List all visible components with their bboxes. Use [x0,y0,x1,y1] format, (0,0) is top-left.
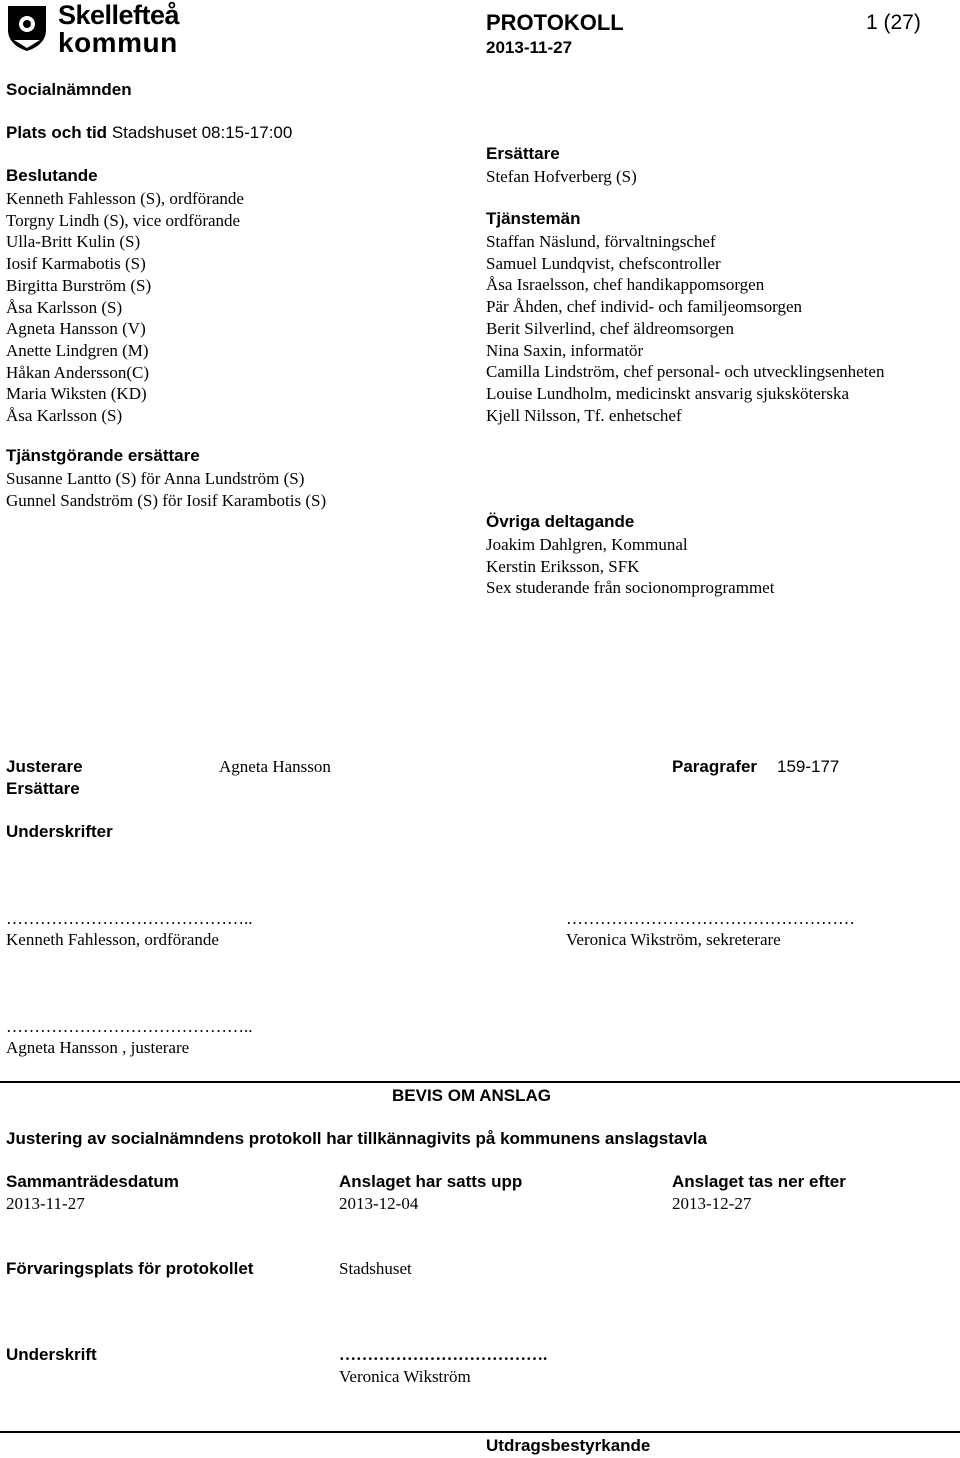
anslaget-ner-value: 2013-12-27 [672,1194,752,1213]
sammantradesdatum-value: 2013-11-27 [6,1194,85,1213]
logo-line-1: Skellefteå [58,0,180,30]
list-item: Åsa Israelsson, chef handikappomsorgen [486,275,765,295]
forvaringsplats-label: Förvaringsplats för protokollet [6,1259,254,1278]
anslaget-ner-label: Anslaget tas ner efter [672,1172,846,1191]
sammantradesdatum-label: Sammanträdesdatum [6,1172,179,1191]
bevis-title: BEVIS OM ANSLAG [392,1086,551,1105]
ersattare-list [486,166,637,188]
forvaringsplats-value: Stadshuset [339,1259,412,1278]
list-item: Åsa Karlsson (S) [6,297,123,317]
utdragsbestyrkande-label: Utdragsbestyrkande [486,1436,651,1455]
list-item: Kerstin Eriksson, SFK [486,556,640,576]
paragrafer-label: Paragrafer [672,757,758,776]
ersattare-heading: Ersättare [486,144,560,163]
section-divider [0,1081,960,1083]
place-time-value: Stadshuset 08:15-17:00 [111,123,293,142]
document-date: 2013-11-27 [486,38,573,57]
signature-name: Agneta Hansson , justerare [6,1038,190,1057]
list-item: Joakim Dahlgren, Kommunal [486,535,688,554]
signature-name: Veronica Wikström, sekreterare [566,930,781,949]
page-number: 1 (27) [866,11,921,34]
list-item: Samuel Lundqvist, chefscontroller [486,253,721,273]
beslutande-heading: Beslutande [6,166,98,185]
list-item: Camilla Lindström, chef personal- och utvecklingsenheten [486,362,885,382]
list-item: Ulla-Britt Kulin (S) [6,232,141,252]
tjanstgorande-heading: Tjänstgörande ersättare [6,446,200,465]
ovriga-list [486,534,774,599]
ovriga-heading: Övriga deltagande [486,512,635,531]
list-item: Håkan Andersson(C) [6,362,150,382]
beslutande-list [6,188,244,427]
list-item: Staffan Näslund, förvaltningschef [486,232,716,251]
signature-line: …………………………………….. [6,1017,253,1036]
list-item: Kenneth Fahlesson (S), ordförande [6,189,244,208]
list-item: Birgitta Burström (S) [6,275,152,295]
anslaget-upp-label: Anslaget har satts upp [339,1172,523,1191]
ersattare-justering-label: Ersättare [6,779,80,798]
list-item: Åsa Karlsson (S) [6,406,123,426]
justerare-value: Agneta Hansson [219,757,331,776]
document-type: PROTOKOLL [486,10,624,35]
footer-divider [0,1431,960,1433]
anslaget-upp-value: 2013-12-04 [339,1194,419,1213]
list-item: Louise Lundholm, medicinskt ansvarig sjuksköterska [486,383,850,403]
list-item: Iosif Karmabotis (S) [6,254,146,274]
place-time [6,123,292,143]
list-item: Sex studerande från socionomprogrammet [486,578,775,598]
list-item: Anette Lindgren (M) [6,340,149,360]
committee-name: Socialnämnden [6,80,132,99]
list-item: Susanne Lantto (S) för Anna Lundström (S) [6,469,305,488]
place-time-label: Plats och tid [6,123,108,142]
list-item: Kjell Nilsson, Tf. enhetschef [486,405,682,425]
underskrift-line: ………………………………. [339,1345,548,1364]
signature-line: …………………………………….. [6,909,253,928]
list-item: Agneta Hansson (V) [6,319,146,339]
underskrift-name: Veronica Wikström [339,1367,471,1386]
underskrifter-label: Underskrifter [6,822,113,841]
list-item: Nina Saxin, informatör [486,340,644,360]
logo-line-2: kommun [58,27,178,58]
tjanstgorande-list [6,468,326,511]
justerare-label: Justerare [6,757,83,776]
list-item: Berit Silverlind, chef äldreomsorgen [486,318,735,338]
paragrafer-value: 159-177 [777,757,840,776]
list-item: Pär Åhden, chef individ- och familjeomsorgen [486,297,802,317]
list-item: Maria Wiksten (KD) [6,384,147,404]
signature-name: Kenneth Fahlesson, ordförande [6,930,219,949]
bevis-statement: Justering av socialnämndens protokoll har tillkännagivits på kommunens anslagstavla [6,1129,707,1148]
list-item: Gunnel Sandström (S) för Iosif Karambotis (S) [6,490,327,510]
list-item: Torgny Lindh (S), vice ordförande [6,210,241,230]
skelleftea-shield-icon [6,4,48,52]
signature-line: …………………………………………… [566,909,855,928]
tjanstemen-heading: Tjänstemän [486,209,581,228]
list-item: Stefan Hofverberg (S) [486,167,637,186]
tjanstemen-list [486,231,884,426]
underskrift-label: Underskrift [6,1345,97,1364]
